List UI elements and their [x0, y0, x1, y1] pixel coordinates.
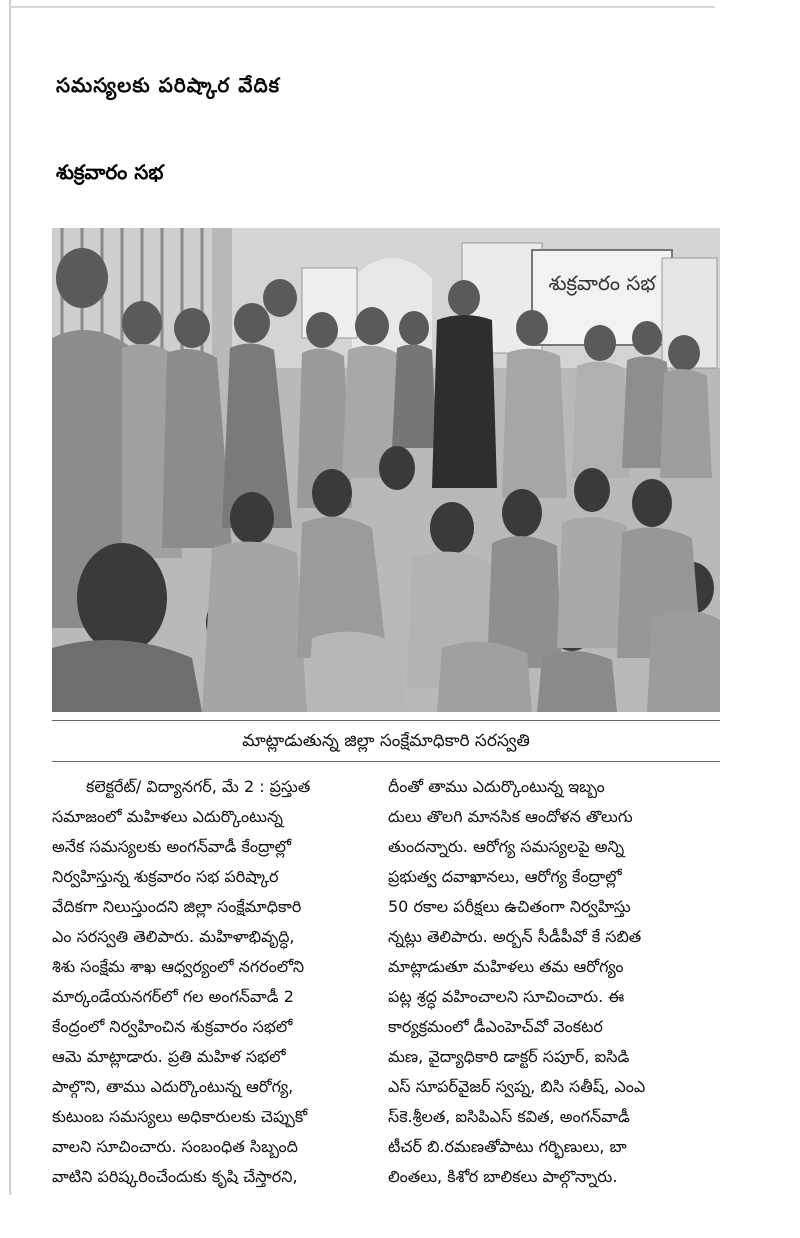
body-text-line: కేంద్రంలో నిర్వహించిన శుక్రవారం సభలో [52, 1017, 293, 1036]
body-text-line: టీచర్ బి.రమణతోపాటు గర్భిణులు, బా [388, 1137, 627, 1156]
body-text-line: మణ, వైద్యాధికారి డాక్టర్ సపూర్, ఐసిడి [388, 1047, 630, 1066]
body-text-line: వాలని సూచించారు. సంబంధిత సిబ్బంది [52, 1137, 298, 1156]
page-top-border [9, 6, 715, 8]
body-text-line: ప్రభుత్వ దవాఖానలు, ఆరోగ్య కేంద్రాల్లో [388, 867, 622, 886]
body-text-line: వేదికగా నిలుస్తుందని జిల్లా సంక్షేమాధికారి [52, 897, 302, 916]
body-text-line: లింతలు, కిశోర బాలికలు పాల్గొన్నారు. [388, 1167, 618, 1186]
body-text-line: దులు తొలగి మానసిక ఆందోళన తొలుగు [388, 807, 633, 826]
body-text-line: ఎం సరస్వతి తెలిపారు. మహిళాభివృద్ధి, [52, 927, 295, 946]
article-body-left-column [52, 772, 387, 1192]
body-text-line: సమాజంలో మహిళలు ఎదుర్కొంటున్న [52, 807, 283, 826]
body-text-line: శిశు సంక్షేమ శాఖ ఆధ్వర్యంలో నగరంలోని [52, 957, 305, 976]
news-photo [52, 228, 720, 712]
body-text-line: వాటిని పరిష్కరించేందుకు కృషి చేస్తారని, [52, 1167, 298, 1186]
body-text-line: మార్కండేయనగర్‌లో గల అంగన్‌వాడీ 2 [52, 987, 294, 1006]
article-body-right-column [388, 772, 723, 1192]
body-text-line: మాట్లాడుతూ మహిళలు తమ ఆరోగ్యం [388, 957, 624, 976]
body-text-line: కుటుంబ సమస్యలు అధికారులకు చెప్పుకో [52, 1107, 308, 1126]
news-photo-illustration [52, 228, 720, 712]
body-text-line: పట్ల శ్రద్ధ వహించాలని సూచించారు. ఈ [388, 987, 625, 1006]
body-text-line: అనేక సమస్యలకు అంగన్‌వాడీ కేంద్రాల్లో [52, 837, 292, 856]
body-text-line: పాల్గొని, తాము ఎదుర్కొంటున్న ఆరోగ్య, [52, 1077, 294, 1096]
body-text-line: కార్యక్రమంలో డీఎంహెచ్‌వో వెంకటర [388, 1017, 603, 1036]
photo-caption: మాట్లాడుతున్న జిల్లా సంక్షేమాధికారి సరస్వతి [52, 720, 720, 762]
headline-line-2: శుక్రవారం సభ [56, 160, 164, 184]
body-text-line: స్‌కె.శ్రీలత, ఐసిపిఎస్ కవిత, అంగన్‌వాడీ [388, 1107, 630, 1126]
body-text-line: తుందన్నారు. ఆరోగ్య సమస్యలపై అన్ని [388, 837, 625, 856]
body-text-line: కలెక్టరేట్/ విద్యానగర్, మే 2 : ప్రస్తుత [86, 777, 311, 796]
body-text-line: న్నట్లు తెలిపారు. అర్బన్ సీడీపీవో కే సబిత [388, 927, 642, 946]
body-text-line: నిర్వహిస్తున్న శుక్రవారం సభ పరిష్కార [52, 867, 279, 886]
body-text-line: ఆమె మాట్లాడారు. ప్రతి మహిళ సభలో [52, 1047, 286, 1066]
body-text-line: 50 రకాల పరీక్షలు ఉచితంగా నిర్వహిస్తు [388, 897, 631, 916]
body-text-line: దీంతో తాము ఎదుర్కొంటున్న ఇబ్బం [388, 777, 605, 796]
body-text-line: ఎస్ సూపర్‌వైజర్ స్వప్న, బిసి సతీష్, ఎంఎ [388, 1077, 646, 1096]
headline-line-1: సమస్యలకు పరిష్కార వేదిక [56, 73, 281, 97]
page-left-border [9, 0, 11, 1195]
photo-banner-text: శుక్రవారం సభ [548, 271, 656, 295]
